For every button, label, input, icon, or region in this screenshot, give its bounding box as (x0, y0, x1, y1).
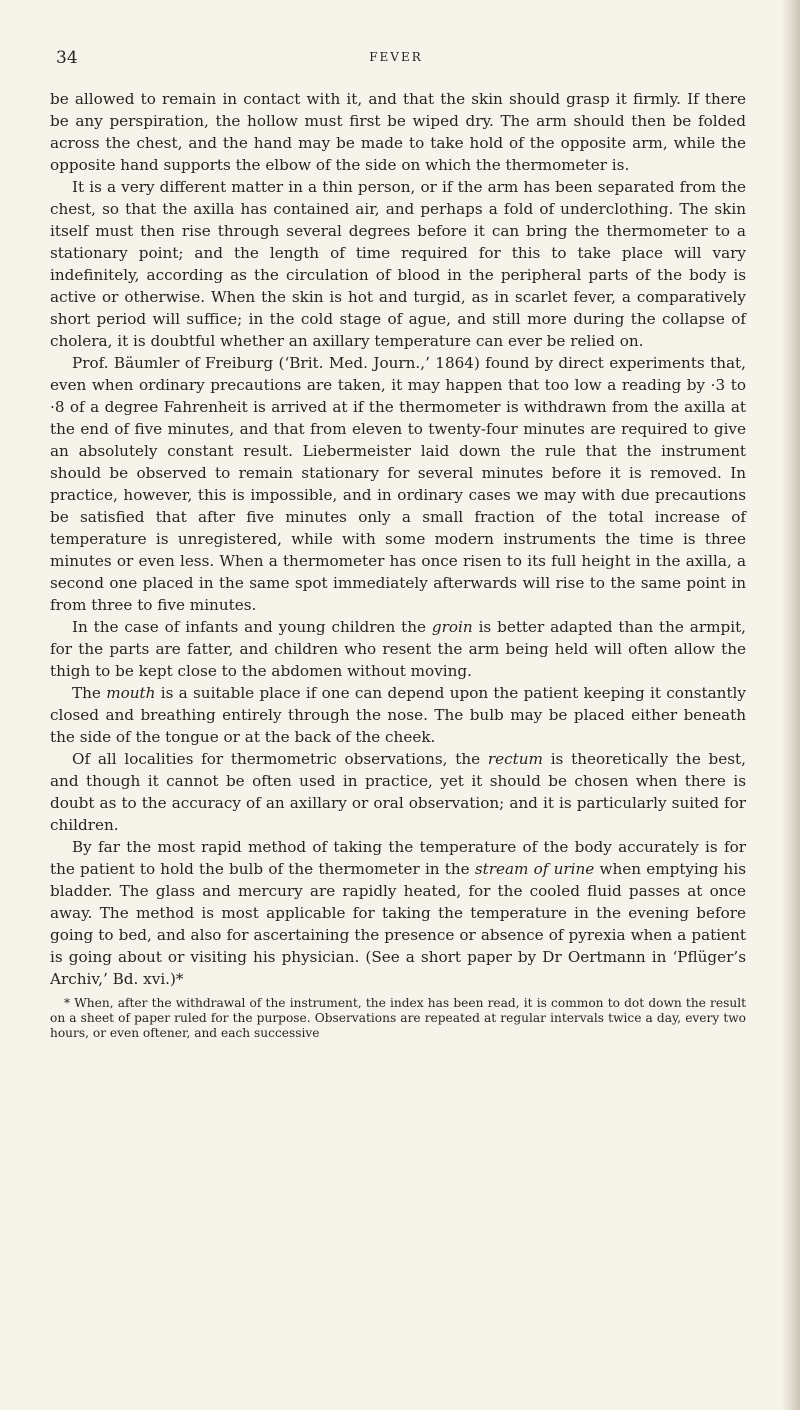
paragraph-continuation: be allowed to remain in contact with it, and that the skin should grasp it firmly. If there be any perspiration, the hollow must first be wiped dry. The arm should then be folded across the chest, and the hand may be made to take hold of the opposite arm, while the opposite hand supports the elbow of the side on which the thermometer is. (50, 90, 746, 174)
paragraph-groin: In the case of infants and young children the groin is better adapted than the armpit, for the parts are fatter, and children who resent the arm being held will often allow the thigh to be kept close to the abdomen without moving. (50, 618, 746, 680)
footnote: * When, after the withdrawal of the instrument, the index has been read, it is common to dot down the result on a sheet of paper ruled for the purpose. Observations are repeated at regular intervals twice a day, every two hours, or even oftener, and each successive (50, 996, 746, 1040)
paragraph-rectum: Of all localities for thermometric observations, the rectum is theoretically the best, and though it cannot be often used in practice, yet it should be chosen when there is doubt as to the accuracy of an axillary or oral observation; and it is particularly suited for children. (50, 750, 746, 834)
paragraph-urine: By far the most rapid method of taking the temperature of the body accurately is for the patient to hold the bulb of the thermometer in the stream of urine when emptying his bladder. The glass and mercury are rapidly heated, for the cooled fluid passes at once away. The method is most applicable for taking the temperature in the evening before going to bed, and also for ascertaining the presence or absence of pyrexia when a patient is going about or visiting his physician. (See a short paper by Dr Oertmann in ‘Pflüger’s Archiv,’ Bd. xvi.)* (50, 838, 746, 988)
paragraph-mouth: The mouth is a suitable place if one can depend upon the patient keeping it constantly closed and breathing entirely through the nose. The bulb may be placed either beneath the side of the tongue or at the back of the cheek. (50, 684, 746, 746)
page-number: 34 (56, 48, 78, 68)
emphasis-stream-of-urine: stream of urine (474, 860, 595, 878)
running-head: FEVER (369, 50, 423, 64)
paragraph-baumler: Prof. Bäumler of Freiburg (‘Brit. Med. Journ.,’ 1864) found by direct experiments that, even when ordinary precautions are taken, it may happen that too low a reading by ·3 to ·8 of a degree Fahrenheit is arrived at if the thermometer is withdrawn from the axilla at the end of five minutes, and that from eleven to twenty-four minutes are required to give an absolutely constant result. Liebermeister laid down the rule that the instrument should be observed to remain stationary for several minutes before it is removed. In practice, however, this is impossible, and in ordinary cases we may with due precautions be satisfied that after five minutes only a small fraction of the total increase of temperature is unregistered, while with some modern instruments the time is three minutes or even less. When a thermometer has once risen to its full height in the axilla, a second one placed in the same spot immediately afterwards will rise to the same point in from three to five minutes. (50, 354, 746, 614)
page-header (56, 48, 736, 72)
emphasis-groin: groin (431, 618, 473, 636)
page-edge-shadow (782, 0, 800, 1410)
emphasis-mouth: mouth (106, 684, 156, 702)
emphasis-rectum: rectum (487, 750, 543, 768)
paragraph-thin-person: It is a very different matter in a thin person, or if the arm has been separated from the chest, so that the axilla has contained air, and perhaps a fold of underclothing. The skin itself must then rise through several degrees before it can bring the thermometer to a stationary point; and the length of time required for this to take place will vary indefinitely, according as the circulation of blood in the peripheral parts of the body is active or otherwise. When the skin is hot and turgid, as in scarlet fever, a comparatively short period will suffice; in the cold stage of ague, and still more during the collapse of cholera, it is doubtful whether an axillary temperature can ever be relied on. (50, 178, 746, 350)
body-text (50, 88, 746, 1053)
